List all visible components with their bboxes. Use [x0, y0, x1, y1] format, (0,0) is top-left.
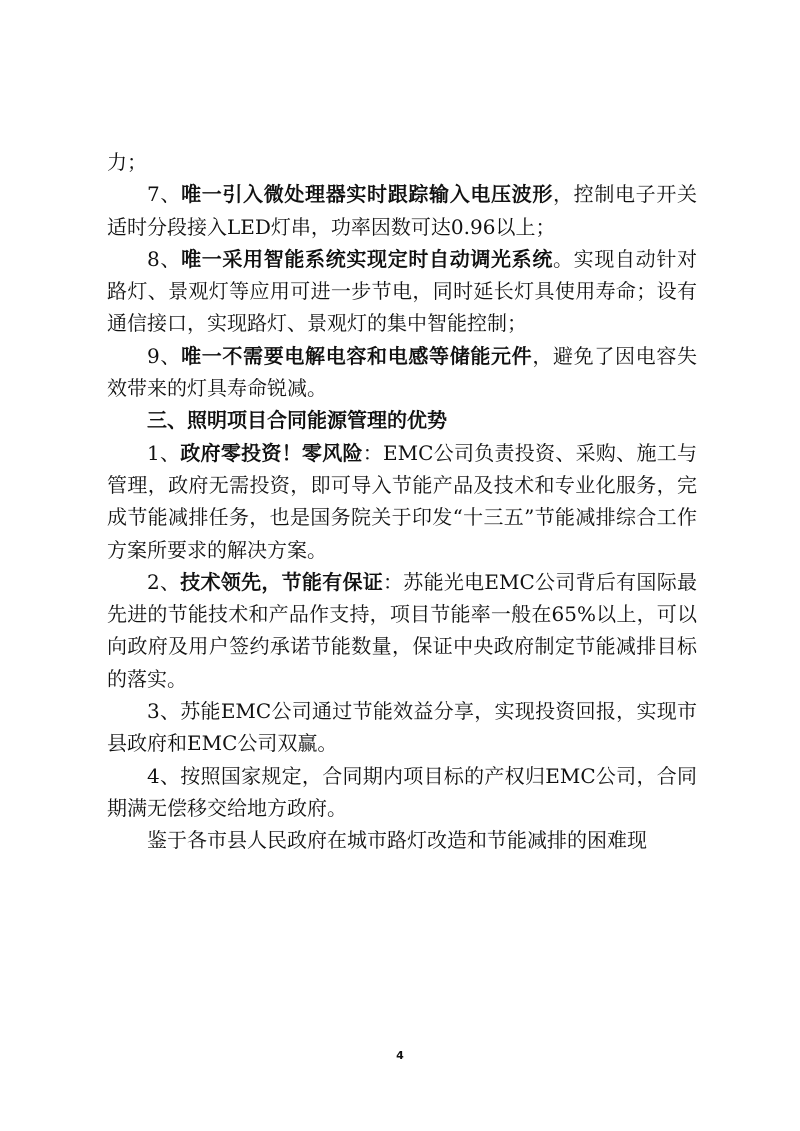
- paragraph-text: 。实现自动针对路灯、景观灯等应用可进一步节电，同时延长灯具使用寿命；设有通信接口，实现路灯、景观灯的集中智能控制；: [107, 246, 697, 336]
- paragraph-item-9: [107, 340, 697, 405]
- item-number: 7、: [147, 182, 182, 207]
- paragraph-text: ：EMC公司负责投资、采购、施工与管理，政府无需投资，即可导入节能产品及技术和专业化服务，完成节能减排任务，也是国务院关于印发“十三五”节能减排综合工作方案所要求的解决方案。: [107, 440, 697, 562]
- item-number: 2、: [147, 569, 181, 594]
- paragraph-text: ，控制电子开关适时分段接入LED灯串，功率因数可达0.96以上；: [107, 182, 697, 239]
- document-body: [107, 146, 697, 857]
- item-bold-lead: 政府零投资！零风险: [180, 440, 363, 465]
- advantage-item-4: 4、按照国家规定，合同期内项目标的产权归EMC公司，合同期满无偿移交给地方政府。: [107, 763, 697, 820]
- item-bold-lead: 唯一采用智能系统实现定时自动调光系统: [181, 246, 554, 271]
- paragraph-item-7: [107, 178, 697, 243]
- item-number: 1、: [147, 440, 181, 465]
- paragraph-item-8: [107, 243, 697, 340]
- item-number: 9、: [147, 343, 182, 368]
- paragraph-continuation: [107, 146, 697, 178]
- closing-paragraph: 鉴于各市县人民政府在城市路灯改造和节能减排的困难现: [147, 828, 647, 853]
- page-number: 4: [396, 1049, 404, 1062]
- advantage-item-3: 3、苏能EMC公司通过节能效益分享，实现投资回报，实现市县政府和EMC公司双赢。: [107, 699, 697, 756]
- item-number: 8、: [147, 246, 182, 271]
- item-bold-lead: 唯一不需要电解电容和电感等储能元件: [181, 343, 533, 368]
- paragraph-text: 力；: [107, 150, 147, 174]
- paragraph-text: ，避免了因电容失效带来的灯具寿命锐减。: [107, 343, 698, 401]
- item-bold-lead: 唯一引入微处理器实时跟踪输入电压波形: [181, 182, 554, 207]
- section-heading: 三、照明项目合同能源管理的优势: [147, 408, 447, 433]
- paragraph-text: ：苏能光电EMC公司背后有国际最先进的节能技术和产品作支持，项目节能率一般在65%以上，可以向政府及用户签约承诺节能数量，保证中央政府制定节能减排目标的落实。: [107, 569, 697, 691]
- item-bold-lead: 技术领先，节能有保证: [180, 569, 384, 594]
- advantage-item-1: [107, 437, 697, 566]
- advantage-item-2: [107, 566, 697, 695]
